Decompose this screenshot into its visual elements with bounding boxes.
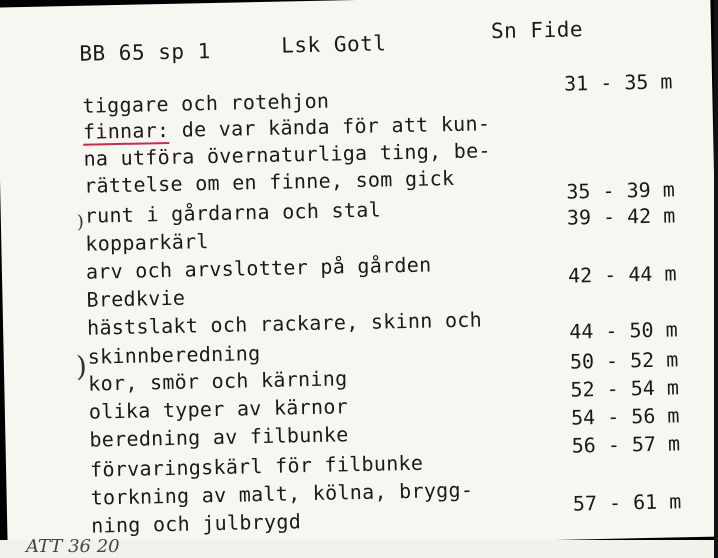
handwritten-footer-note: ATT 36 20 [26,536,120,557]
entry-range-11: 52 - 54 m [570,375,680,402]
entry-range-13: 56 - 57 m [571,431,681,458]
entry-text-4: runt i gårdarna och stal [84,197,382,228]
entry-range-4: 35 - 39 m [566,177,675,204]
highlighted-term: finnar: [82,117,170,144]
entry-range-0: 31 - 35 m [563,69,673,96]
entry-text-3: rättelse om en finne, som gick [83,165,455,198]
entry-range-10: 50 - 52 m [569,347,679,374]
entry-text-13: förvaringskärl för filbunke [89,450,424,482]
entry-range-9: 44 - 50 m [569,317,678,344]
entry-range-12: 54 - 56 m [570,403,680,430]
card-right-edge [714,0,718,558]
entry-text-11: olika typer av kärnor [88,394,349,424]
parish-label: Sn Fide [490,17,584,44]
entry-text-0: tiggare och rotehjon [82,88,330,118]
entry-text-9: skinnberedning [87,341,261,369]
entry-text-7: Bredkvie [86,285,186,312]
entry-text-5: kopparkärl [85,229,209,256]
entry-text-1-rest: de var kända för att kun- [169,111,491,142]
entry-text-8: hästslakt och rackare, skinn och [86,307,483,340]
entry-text-12: beredning av filbunke [89,422,349,452]
card-id: BB 65 sp 1 [79,39,212,66]
margin-bracket-mark-2: ) [75,349,88,383]
entry-text-6: arv och arvslotter på gården [85,252,432,284]
entry-text-15: ning och julbrygd [91,509,302,538]
entry-text-2: na utföra övernaturliga ting, be- [83,138,491,171]
entry-text-10: kor, smör och kärning [88,366,348,396]
margin-bracket-mark: ) [76,211,85,233]
entry-range-5: 39 - 42 m [566,203,676,230]
entry-range-15: 57 - 61 m [572,489,682,516]
entry-range-7: 42 - 44 m [567,261,677,288]
entry-text-14: torkning av malt, kölna, brygg- [90,477,474,510]
region-label: Lsk Gotl [280,31,387,58]
